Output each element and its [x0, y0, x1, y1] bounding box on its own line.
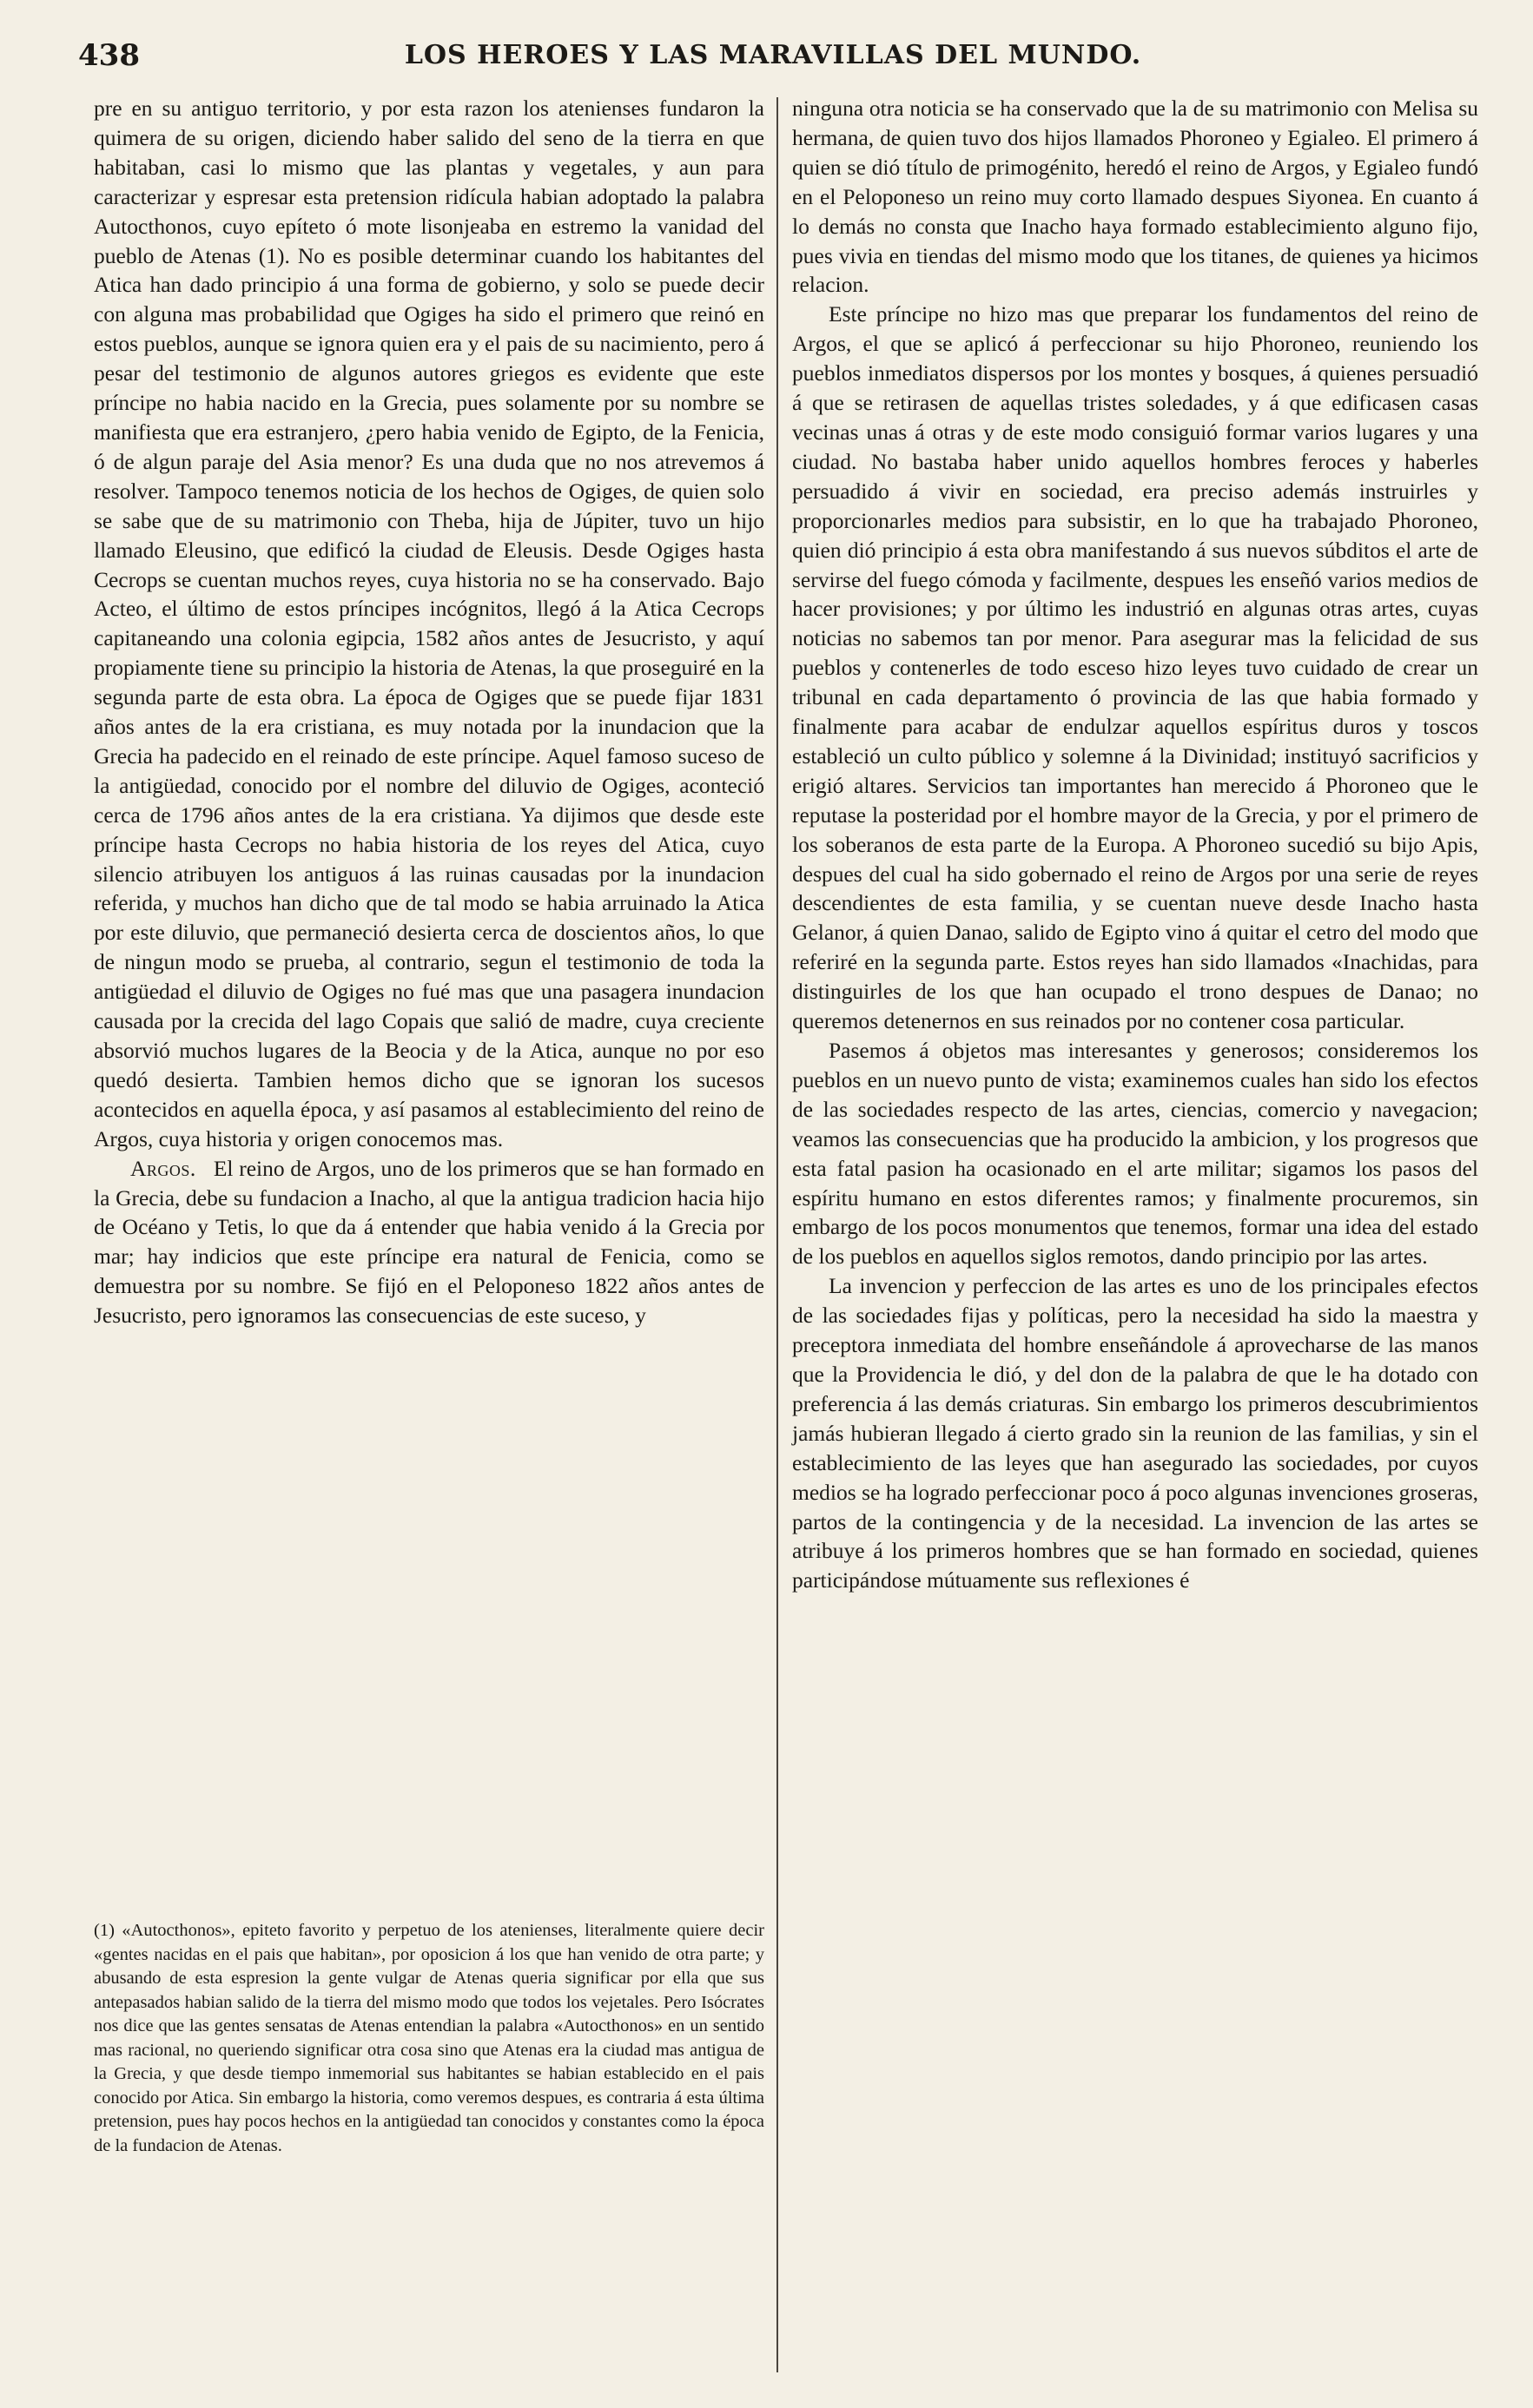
right-paragraph-1: ninguna otra noticia se ha conservado que la de su matrimonio con Melisa su hermana, de quien tuvo dos hijos llamados Phoroneo y Egialeo. El primero á quien se dió título de primogénito, heredó el reino de Argos, y Egialeo fundó en el Peloponeso un reino muy corto llamado despues Siyonea. En cuanto á lo demás no consta que Inacho haya formado establecimiento alguno fijo, pues vivia en tiendas del mismo modo que los titanes, de quienes ya hicimos relacion.: [792, 96, 1478, 298]
running-title: LOS HEROES Y LAS MARAVILLAS DEL MUNDO.: [404, 40, 1142, 70]
right-paragraph-3: Pasemos á objetos mas interesantes y generosos; consideremos los pueblos en un nuevo punto de vista; examinemos cuales han sido los efectos de las sociedades respecto de las artes, ciencias, comercio y navegacion; veamos las consecuencias que ha producido la ambicion, y los progresos que esta fatal pasion ha ocasionado en el arte militar; sigamos los pasos del espíritu humano en estos diferentes ramos; y finalmente procuremos, sin embargo de los pocos monumentos que tenemos, formar una idea del estado de los pueblos en aquellos siglos remotos, dando principio por las artes.: [792, 1038, 1478, 1270]
left-paragraph-1: pre en su antiguo territorio, y por esta razon los atenienses fundaron la quimera de su origen, diciendo haber salido del seno de la tierra en que habitaban, casi lo mismo que las plantas y vegetales, y aun para caracterizar y espresar esta pretension ridícula habian adoptado la palabra Autocthonos, cuyo epíteto ó mote lisonjeaba en estremo la vanidad del pueblo de Atenas (1). No es posible determinar cuando los habitantes del Atica han dado principio á una forma de gobierno, y solo se puede decir con alguna mas probabilidad que Ogiges ha sido el primero que reinó en estos pueblos, aunque se ignora quien era y el pais de su nacimiento, pero á pesar del testimonio de algunos autores griegos es evidente que este príncipe no habia nacido en la Grecia, pues solamente por su nombre se manifiesta que era estranjero, ¿pero habia venido de Egipto, de la Fenicia, ó de algun paraje del Asia menor? Es una duda que no nos atrevemos á resolver. Tampoco tenemos noticia de los hechos de Ogiges, de quien solo se sabe que de su matrimonio con Theba, hija de Júpiter, tuvo un hijo llamado Eleusino, que edificó la ciudad de Eleusis. Desde Ogiges hasta Cecrops se cuentan muchos reyes, cuya historia no se ha conservado. Bajo Acteo, el último de estos príncipes incógnitos, llegó á la Atica Cecrops capitaneando una colonia egipcia, 1582 años antes de Jesucristo, y aquí propiamente tiene su principio la historia de Atenas, la que proseguiré en la segunda parte de esta obra. La época de Ogiges que se puede fijar 1831 años antes de la era cristiana, es muy notada por la inundacion que la Grecia ha padecido en el reinado de este príncipe. Aquel famoso suceso de la antigüedad, conocido por el nombre del diluvio de Ogiges, aconteció cerca de 1796 años antes de la era cristiana. Ya dijimos que desde este príncipe hasta Cecrops no habia historia de los reyes del Atica, cuyo silencio atribuyen los antiguos á las ruinas causadas por la inundacion referida, y muchos han dicho que de tal modo se habia arruinado la Atica por este diluvio, que permaneció desierta cerca de doscientos años, lo que de ningun modo se prueba, al contrario, segun el testimonio de toda la antigüedad el diluvio de Ogiges no fué mas que una pasagera inundacion causada por la crecida del lago Copais que salió de madre, cuya creciente absorvió muchos lugares de la Beocia y de la Atica, aunque no por eso quedó desierta. Tambien hemos dicho que se ignoran los sucesos acontecidos en aquella época, y así pasamos al establecimiento del reino de Argos, cuya historia y origen conocemos mas.: [94, 96, 764, 1151]
page-header: [78, 38, 1468, 82]
right-column: [792, 94, 1478, 1595]
footnote: (1) «Autocthonos», epiteto favorito y perpetuo de los atenienses, literalmente quiere decir «gentes nacidas en el pais que habitan», por oposicion á los que han venido de otra parte; y abusando de esta espresion la gente vulgar de Atenas queria significar por ella que sus antepasados habian salido de la tierra del mismo modo que todos los vejetales. Pero Isócrates nos dice que las gentes sensatas de Atenas entendian la palabra «Autocthonos» en un sentido mas racional, no queriendo significar otra cosa sino que Atenas era la ciudad mas antigua de la Grecia, y que desde tiempo inmemorial sus habitantes se habian establecido en el pais conocido por Atica. Sin embargo la historia, como veremos despues, es contraria á esta última pretension, pues hay pocos hechos en la antigüedad tan conocidos y constantes como la época de la fundacion de Atenas.: [94, 1921, 764, 2155]
section-lead-argos: Argos.: [130, 1155, 196, 1181]
right-paragraph-4: La invencion y perfeccion de las artes es uno de los principales efectos de las sociedades fijas y políticas, pero la necesidad ha sido la maestra y preceptora inmediata del hombre enseñándole á aprovecharse de las manos que la Providencia le dió, y del don de la palabra de que le ha dotado con preferencia á las demás criaturas. Sin embargo los primeros descubrimientos jamás hubieran llegado á cierto grado sin la reunion de las familias, y sin el establecimiento de las leyes que han asegurado las sociedades, por cuyos medios se ha logrado perfeccionar poco á poco algunas invenciones groseras, partos de la contingencia y de la necesidad. La invencion de las artes se atribuye á los primeros hombres que se han formado en sociedad, quienes participándose mútuamente sus reflexiones é: [792, 1273, 1478, 1593]
right-paragraph-2: Este príncipe no hizo mas que preparar los fundamentos del reino de Argos, el que se aplicó á perfeccionar su hijo Phoroneo, reuniendo los pueblos inmediatos dispersos por los montes y bosques, á quienes persuadió á que se retirasen de aquellas tristes soledades, y á que edificasen casas vecinas unas á otras y de este modo consiguió formar varios lugares y una ciudad. No bastaba haber unido aquellos hombres feroces y haberles persuadido á vivir en sociedad, era preciso además instruirles y proporcionarles medios para subsistir, en lo que ha trabajado Phoroneo, quien dió principio á esta obra manifestando á sus nuevos súbditos el arte de servirse del fuego cómoda y facilmente, despues les enseñó varios medios de hacer provisiones; y por último les industrió en algunas otras artes, cuyas noticias no sabemos tan por menor. Para asegurar mas la felicidad de sus pueblos y contenerles de todo esceso hizo leyes tuvo cuidado de crear un tribunal en cada departamento ó provincia de las que habia formado y finalmente para acabar de endulzar aquellos espíritus duros y toscos estableció un culto público y solemne á la Divinidad; instituyó sacrificios y erigió altares. Servicios tan importantes han merecido á Phoroneo que le reputase la posteridad por el hombre mayor de la Grecia, y por el primero de los soberanos de esta parte de la Europa. A Phoroneo sucedió su bijo Apis, despues del cual ha sido gobernado el reino de Argos por una serie de reyes descendientes de esta familia, y se cuentan nueve desde Inacho hasta Gelanor, á quien Danao, salido de Egipto vino á quitar el cetro del modo que referiré en la segunda parte. Estos reyes han sido llamados «Inachidas, para distinguirles de los que han ocupado el trono despues de Danao; no queremos detenernos en sus reinados por no contener cosa particular.: [792, 301, 1478, 1034]
left-paragraph-2: [94, 1154, 764, 1330]
footnote-area: [94, 1919, 764, 2158]
page-number: 438: [78, 38, 140, 73]
column-divider: [776, 97, 778, 2372]
left-column: [94, 94, 764, 1330]
left-paragraph-2-text: El reino de Argos, uno de los primeros que se han formado en la Grecia, debe su fundacion a Inacho, al que la antigua tradicion hacia hijo de Océano y Tetis, lo que da á entender que habia venido á la Grecia por mar; hay indicios que este príncipe era natural de Fenicia, como se demuestra por su nombre. Se fijó en el Peloponeso 1822 años antes de Jesucristo, pero ignoramos las consecuencias de este suceso, y: [94, 1155, 765, 1329]
